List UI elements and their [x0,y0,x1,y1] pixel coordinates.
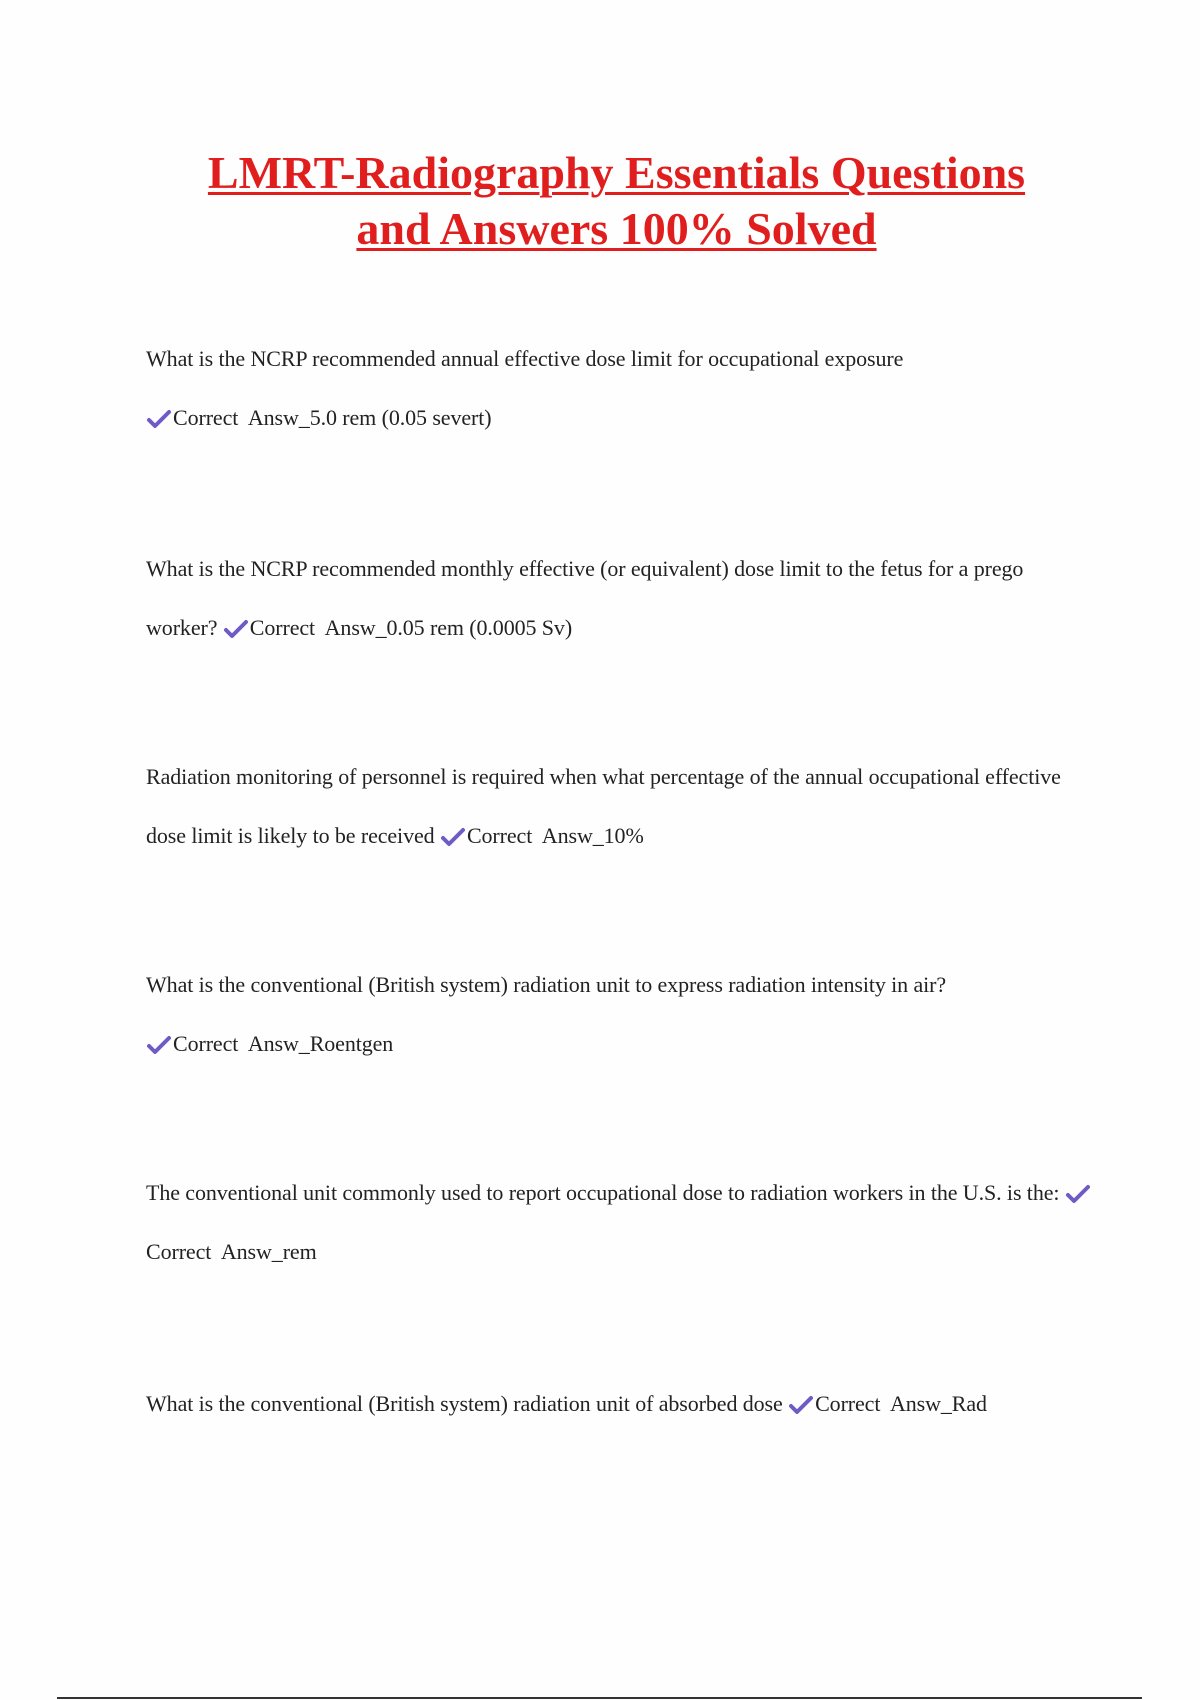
check-icon [223,619,249,639]
qa-item-2 [146,539,1096,657]
check-icon [788,1395,814,1415]
document-title [0,145,1200,257]
footer-divider [57,1697,1142,1699]
qa-item-6 [146,1374,1096,1433]
title-line-2: and Answers 100% Solved [356,203,877,254]
answer-text: Correct Answ_Roentgen [173,1031,394,1056]
check-icon [440,827,466,847]
title-line-1: LMRT-Radiography Essentials Questions [207,147,1026,198]
qa-item-1 [146,329,1096,447]
answer-text: Correct Answ_rem [146,1239,317,1264]
question-text: What is the conventional (British system) radiation unit of absorbed dose [146,1391,783,1416]
check-icon [1065,1184,1091,1204]
question-text: What is the NCRP recommended annual effective dose limit for occupational exposure [146,346,904,371]
answer-text: Correct Answ_10% [466,823,644,848]
check-icon [146,1035,172,1055]
answer-text: Correct Answ_Rad [815,1391,987,1416]
answer-text: Correct Answ_5.0 rem (0.05 severt) [173,405,492,430]
answer-text: Correct Answ_0.05 rem (0.0005 Sv) [249,615,573,640]
question-text: The conventional unit commonly used to report occupational dose to radiation workers in the U.S. is the: [146,1180,1060,1205]
question-text: What is the conventional (British system) radiation unit to express radiation intensity in air? [146,972,947,997]
qa-item-4 [146,955,1096,1073]
qa-item-3 [146,747,1096,865]
qa-item-5 [146,1163,1096,1281]
question-text: What is the NCRP recommended monthly effective (or equivalent) dose limit to the fetus for a prego worker? [146,556,1024,640]
question-text: Radiation monitoring of personnel is required when what percentage of the annual occupational effective dose limit is likely to be received [146,764,1061,848]
check-icon [146,409,172,429]
